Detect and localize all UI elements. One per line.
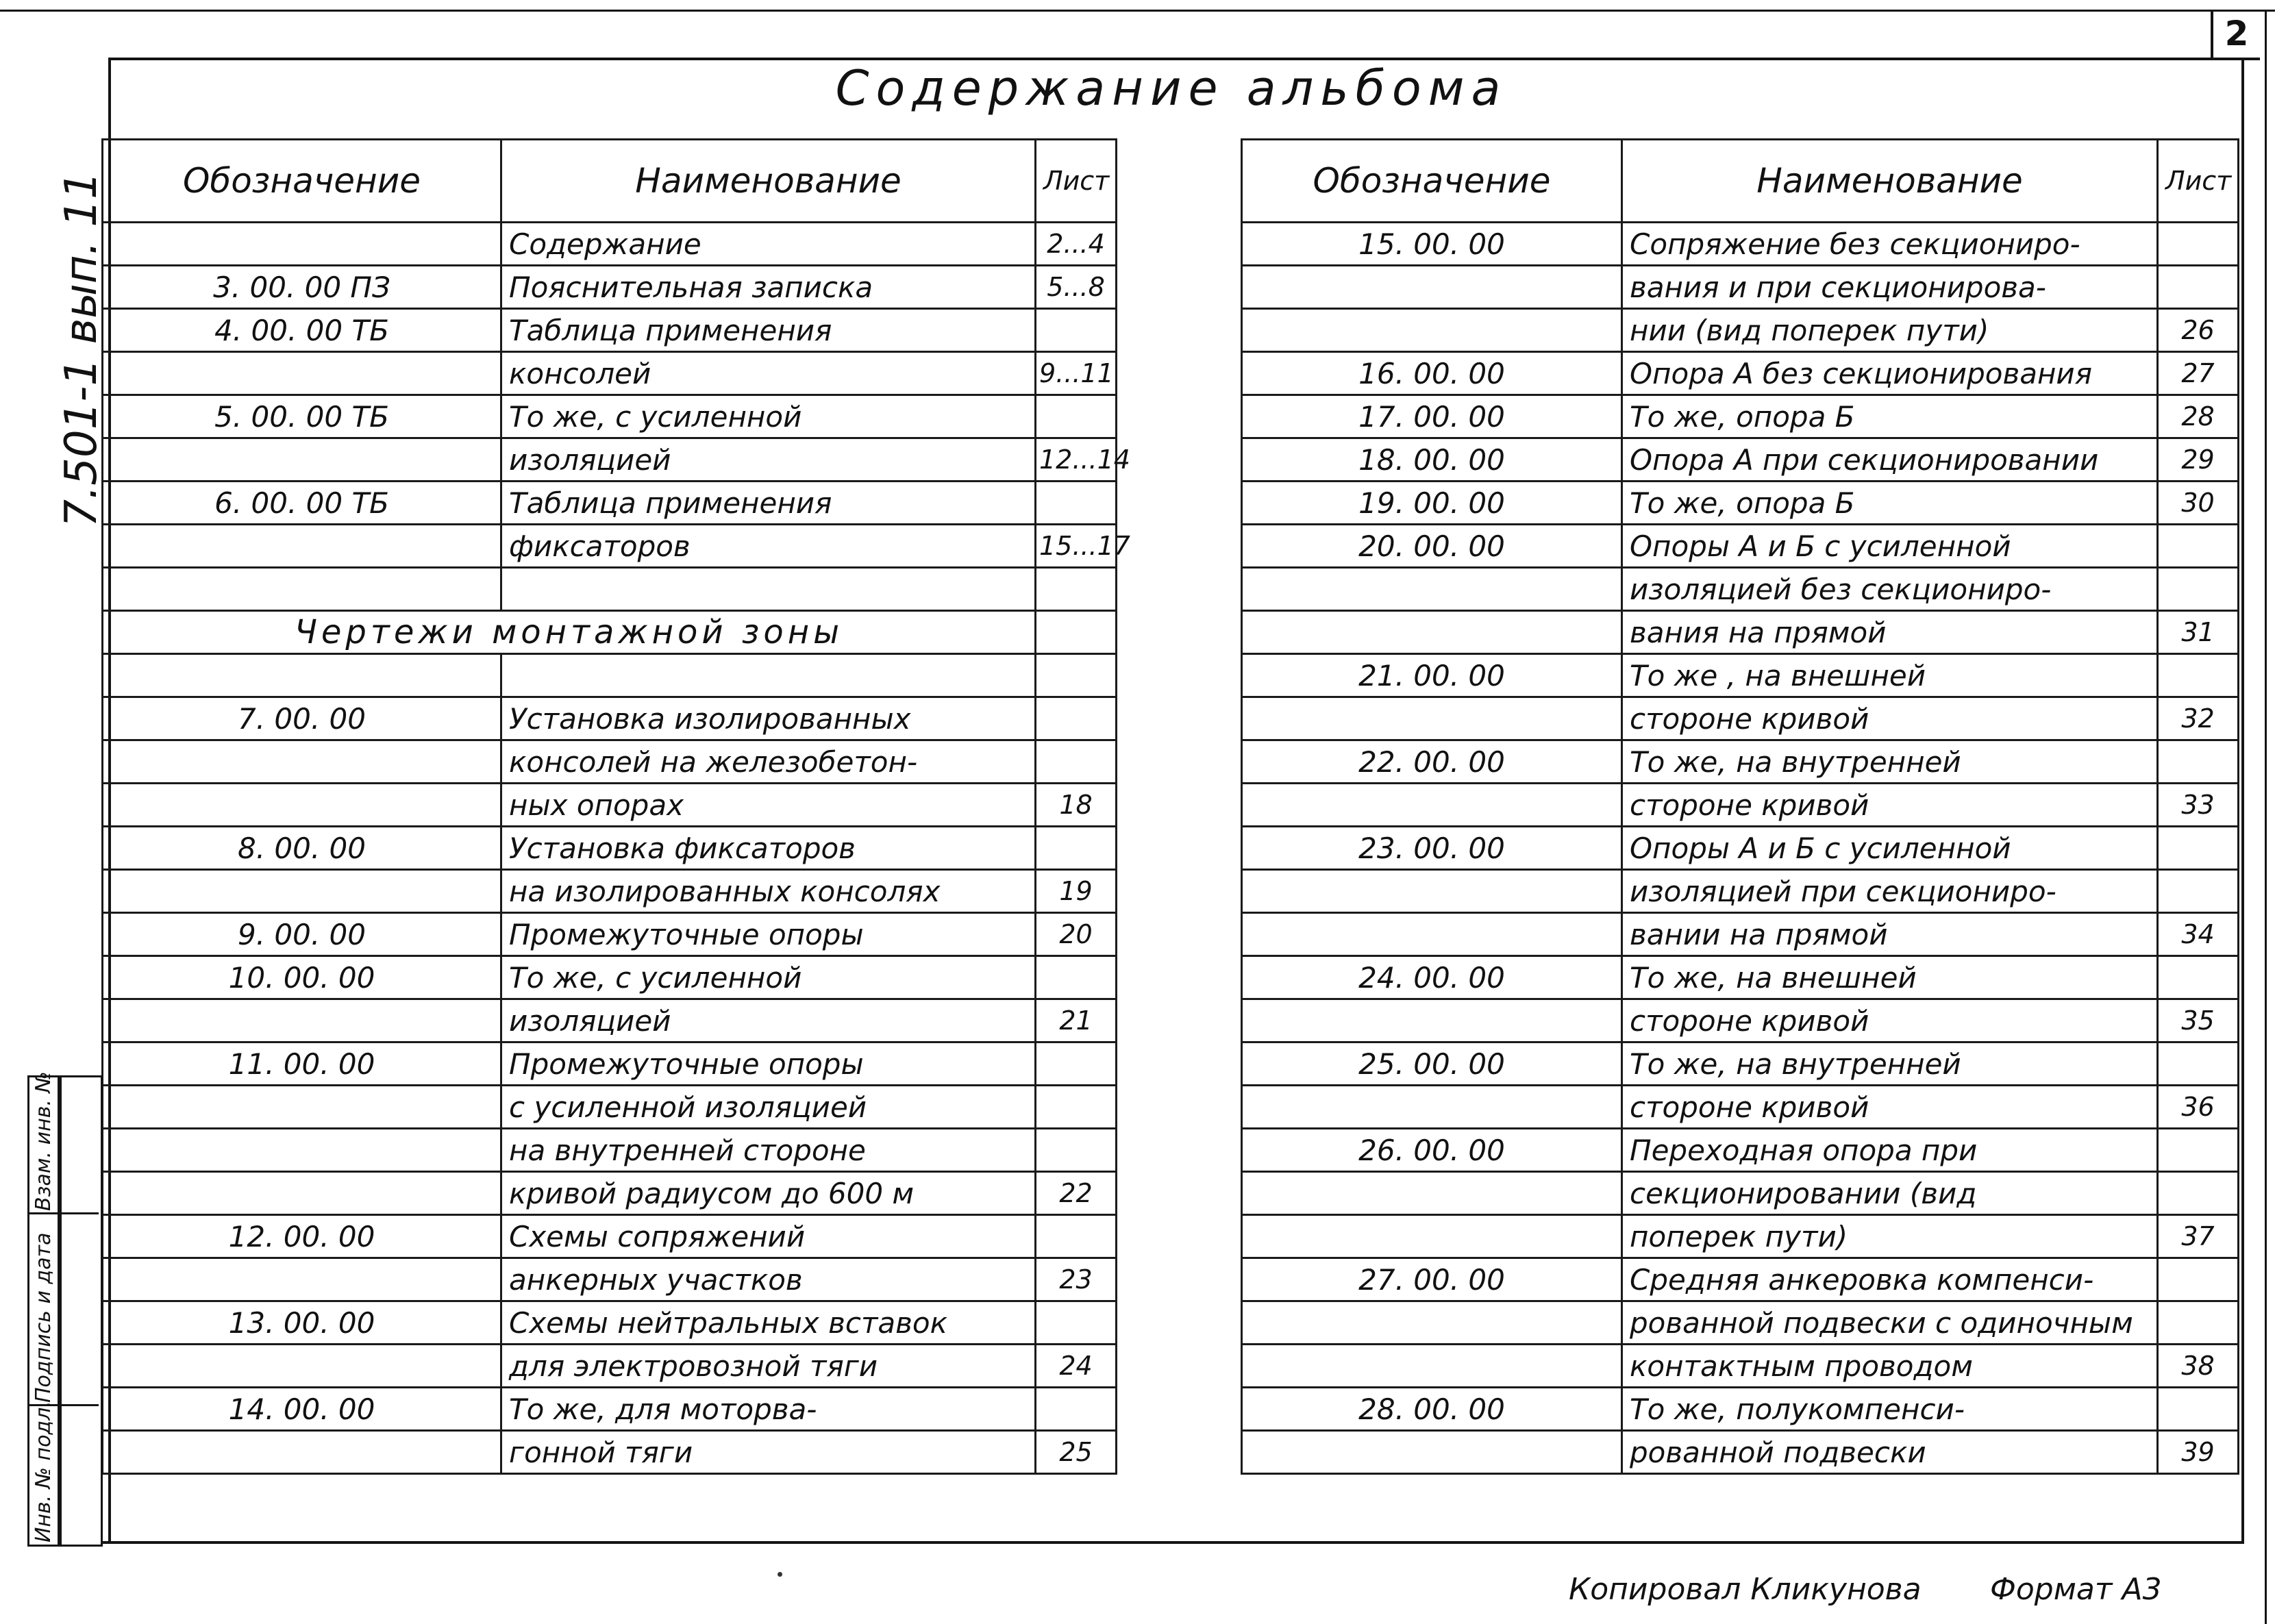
row-name: Содержание [501,223,1036,266]
table-header-row [103,140,1117,223]
table-row [103,870,1117,913]
row-name: То же, с усиленной [501,395,1036,438]
row-code [1242,611,1622,654]
row-name: анкерных участков [501,1258,1036,1301]
row-name: Таблица применения [501,482,1036,525]
copied-by: Копировал Кликунова [1569,1572,1922,1607]
row-name: контактным проводом [1622,1345,2158,1388]
row-name: консолей на железобетон- [501,740,1036,784]
page-top-border [0,10,2275,12]
row-name: Промежуточные опоры [501,913,1036,956]
table-row [1242,223,2239,266]
table-row [103,956,1117,999]
row-sheet [2158,266,2239,309]
row-sheet [2158,568,2239,611]
table-row [1242,309,2239,352]
row-name: То же, на внутренней [1622,740,2158,784]
row-name: стороне кривой [1622,999,2158,1042]
row-name: нии (вид поперек пути) [1622,309,2158,352]
row-sheet: 5...8 [1036,266,1117,309]
row-code [103,1431,501,1474]
row-sheet [1036,568,1117,611]
row-name: То же, опора Б [1622,395,2158,438]
row-name: изоляцией при секциониро- [1622,870,2158,913]
row-code: 21. 00. 00 [1242,654,1622,697]
row-code: 7. 00. 00 [103,697,501,740]
row-name: рованной подвески с одиночным [1622,1301,2158,1345]
row-name: Установка фиксаторов [501,827,1036,870]
row-code [103,1086,501,1129]
row-name: То же, на внешней [1622,956,2158,999]
row-name: поперек пути) [1622,1215,2158,1258]
row-code [103,1129,501,1172]
row-name: Пояснительная записка [501,266,1036,309]
table-row [103,740,1117,784]
row-sheet: 33 [2158,784,2239,827]
row-code [103,1345,501,1388]
row-code [1242,999,1622,1042]
table-row [1242,525,2239,568]
sheet-number: 2 [2211,10,2260,60]
row-code: 19. 00. 00 [1242,482,1622,525]
row-sheet [2158,1172,2239,1215]
toc-table-right [1241,138,2239,1475]
row-sheet: 22 [1036,1172,1117,1215]
table-row [1242,697,2239,740]
table-row [103,1388,1117,1431]
table-row [1242,784,2239,827]
row-name: изоляцией [501,438,1036,482]
table-row [1242,1042,2239,1086]
table-row [1242,568,2239,611]
section-title: Чертежи монтажной зоны [103,611,1036,654]
row-code: 26. 00. 00 [1242,1129,1622,1172]
table-row [1242,654,2239,697]
row-sheet [1036,956,1117,999]
table-row [1242,913,2239,956]
row-sheet: 26 [2158,309,2239,352]
table-row [103,1301,1117,1345]
row-code: 17. 00. 00 [1242,395,1622,438]
row-code [103,525,501,568]
table-row [1242,1301,2239,1345]
row-sheet [1036,309,1117,352]
row-sheet: 15...17 [1036,525,1117,568]
table-row [103,482,1117,525]
row-code: 23. 00. 00 [1242,827,1622,870]
table-row [103,654,1117,697]
speck [778,1572,782,1577]
row-sheet: 18 [1036,784,1117,827]
row-name: вания на прямой [1622,611,2158,654]
row-code [1242,1172,1622,1215]
row-sheet: 27 [2158,352,2239,395]
row-sheet [2158,223,2239,266]
row-sheet: 20 [1036,913,1117,956]
row-sheet: 39 [2158,1431,2239,1474]
row-sheet: 36 [2158,1086,2239,1129]
row-name: То же, для моторва- [501,1388,1036,1431]
table-row [103,1345,1117,1388]
table-row [103,438,1117,482]
row-sheet: 12...14 [1036,438,1117,482]
row-sheet [1036,611,1117,654]
row-name: стороне кривой [1622,1086,2158,1129]
stamp-label-signature: Подпись и дата [32,1232,55,1403]
header-sheet: Лист [2158,140,2239,223]
row-name: Схемы сопряжений [501,1215,1036,1258]
binding-stamp [27,1071,103,1545]
table-row [103,1215,1117,1258]
row-name: То же , на внешней [1622,654,2158,697]
row-name: вании на прямой [1622,913,2158,956]
row-name: изоляцией без секциониро- [1622,568,2158,611]
table-row [103,309,1117,352]
row-code: 18. 00. 00 [1242,438,1622,482]
table-row [1242,827,2239,870]
frame-bottom-line [103,1541,2244,1544]
table-row [1242,482,2239,525]
row-name: То же, на внутренней [1622,1042,2158,1086]
row-name: стороне кривой [1622,697,2158,740]
paper-format: Формат А3 [1990,1572,2162,1607]
row-sheet [2158,1042,2239,1086]
table-row [103,1431,1117,1474]
row-code [103,438,501,482]
row-name: с усиленной изоляцией [501,1086,1036,1129]
row-sheet [2158,827,2239,870]
row-sheet [2158,654,2239,697]
table-row [1242,1345,2239,1388]
row-code: 12. 00. 00 [103,1215,501,1258]
row-code [1242,1086,1622,1129]
row-sheet: 35 [2158,999,2239,1042]
toc-table-left [101,138,1130,1475]
table-row [1242,1431,2239,1474]
row-name: Схемы нейтральных вставок [501,1301,1036,1345]
frame-right-line [2241,58,2244,1544]
row-name: Опоры А и Б с усиленной [1622,827,2158,870]
row-code: 13. 00. 00 [103,1301,501,1345]
row-name: гонной тяги [501,1431,1036,1474]
table-row [1242,266,2239,309]
row-code [1242,1301,1622,1345]
row-sheet: 28 [2158,395,2239,438]
stamp-label-inv-no: Инв. № подл. [32,1401,55,1542]
row-name: ных опорах [501,784,1036,827]
row-code [103,568,501,611]
row-code: 11. 00. 00 [103,1042,501,1086]
table-row [103,1086,1117,1129]
row-code [103,870,501,913]
row-code [103,654,501,697]
table-row [1242,870,2239,913]
table-row [1242,1215,2239,1258]
row-sheet: 31 [2158,611,2239,654]
table-row [1242,1258,2239,1301]
row-name: То же, опора Б [1622,482,2158,525]
row-name: То же, с усиленной [501,956,1036,999]
table-row [1242,1388,2239,1431]
table-row [103,568,1117,611]
row-sheet: 9...11 [1036,352,1117,395]
row-sheet [2158,1129,2239,1172]
row-name: вания и при секционирова- [1622,266,2158,309]
row-name: Средняя анкеровка компенси- [1622,1258,2158,1301]
table-row [1242,1172,2239,1215]
row-code: 25. 00. 00 [1242,1042,1622,1086]
row-sheet: 24 [1036,1345,1117,1388]
row-code [103,1172,501,1215]
table-row [103,697,1117,740]
row-name: секционировании (вид [1622,1172,2158,1215]
row-code [103,223,501,266]
row-name: Установка изолированных [501,697,1036,740]
table-row [1242,438,2239,482]
stamp-divider [27,1212,99,1214]
table-row [1242,1086,2239,1129]
row-code: 5. 00. 00 ТБ [103,395,501,438]
table-row [103,223,1117,266]
row-sheet: 32 [2158,697,2239,740]
row-sheet [1036,1388,1117,1431]
row-code [1242,568,1622,611]
page-title: Содержание альбома [835,60,1508,116]
table-row [1242,611,2239,654]
row-code [1242,870,1622,913]
row-sheet [1036,482,1117,525]
row-code [1242,784,1622,827]
row-sheet: 38 [2158,1345,2239,1388]
row-sheet: 29 [2158,438,2239,482]
table-row [103,827,1117,870]
table-row [1242,1129,2239,1172]
row-name: Переходная опора при [1622,1129,2158,1172]
table-row [103,395,1117,438]
album-code: 7.501-1 вып. 11 [56,171,107,527]
row-code: 16. 00. 00 [1242,352,1622,395]
row-name: Опора А при секционировании [1622,438,2158,482]
header-sheet: Лист [1036,140,1117,223]
table-row [103,352,1117,395]
row-code: 27. 00. 00 [1242,1258,1622,1301]
row-sheet [2158,1301,2239,1345]
header-name: Наименование [501,140,1036,223]
row-code: 10. 00. 00 [103,956,501,999]
row-sheet [2158,525,2239,568]
row-name: То же, полукомпенси- [1622,1388,2158,1431]
row-name: Таблица применения [501,309,1036,352]
row-name: для электровозной тяги [501,1345,1036,1388]
table-row [103,525,1117,568]
row-code: 9. 00. 00 [103,913,501,956]
row-name: стороне кривой [1622,784,2158,827]
page-right-border [2265,10,2267,1624]
row-name: на изолированных консолях [501,870,1036,913]
row-name: консолей [501,352,1036,395]
row-code [1242,697,1622,740]
row-name: рованной подвески [1622,1431,2158,1474]
table-row [1242,999,2239,1042]
header-name: Наименование [1622,140,2158,223]
row-sheet [1036,1215,1117,1258]
row-sheet [1036,395,1117,438]
row-code: 20. 00. 00 [1242,525,1622,568]
row-sheet [2158,870,2239,913]
row-code [103,999,501,1042]
row-code: 22. 00. 00 [1242,740,1622,784]
stamp-label-replacement: Взам. инв. № [32,1071,55,1211]
table-row [103,1042,1117,1086]
table-row [103,1172,1117,1215]
row-name [501,654,1036,697]
row-name [501,568,1036,611]
row-sheet: 37 [2158,1215,2239,1258]
row-code: 6. 00. 00 ТБ [103,482,501,525]
row-code [103,740,501,784]
row-code [1242,1345,1622,1388]
row-code: 3. 00. 00 ПЗ [103,266,501,309]
row-sheet [1036,1301,1117,1345]
row-name: Опора А без секционирования [1622,352,2158,395]
row-sheet [2158,1388,2239,1431]
table-row [103,999,1117,1042]
row-sheet: 19 [1036,870,1117,913]
row-sheet [1036,1042,1117,1086]
row-sheet [2158,740,2239,784]
row-name: изоляцией [501,999,1036,1042]
table-row [1242,395,2239,438]
row-code [103,1258,501,1301]
row-code [1242,266,1622,309]
row-code [1242,1431,1622,1474]
row-code: 4. 00. 00 ТБ [103,309,501,352]
row-code: 24. 00. 00 [1242,956,1622,999]
row-code [103,352,501,395]
row-code: 15. 00. 00 [1242,223,1622,266]
row-sheet [1036,740,1117,784]
table-row [103,784,1117,827]
table-row [1242,740,2239,784]
row-sheet: 2...4 [1036,223,1117,266]
row-sheet: 21 [1036,999,1117,1042]
row-sheet [2158,956,2239,999]
row-sheet [1036,827,1117,870]
row-code [1242,1215,1622,1258]
row-sheet [1036,654,1117,697]
row-name: на внутренней стороне [501,1129,1036,1172]
section-row [103,611,1117,654]
table-row [103,1129,1117,1172]
row-sheet [1036,1086,1117,1129]
header-designation: Обозначение [103,140,501,223]
header-designation: Обозначение [1242,140,1622,223]
row-sheet [1036,697,1117,740]
row-sheet: 25 [1036,1431,1117,1474]
stamp-value-column [58,1075,103,1547]
row-code [1242,309,1622,352]
table-row [1242,956,2239,999]
row-name: Сопряжение без секциониро- [1622,223,2158,266]
table-row [103,913,1117,956]
table-header-row [1242,140,2239,223]
row-sheet: 30 [2158,482,2239,525]
row-name: кривой радиусом до 600 м [501,1172,1036,1215]
row-sheet: 23 [1036,1258,1117,1301]
table-row [103,1258,1117,1301]
row-code: 14. 00. 00 [103,1388,501,1431]
row-code: 28. 00. 00 [1242,1388,1622,1431]
row-sheet [2158,1258,2239,1301]
row-code [1242,913,1622,956]
row-code: 8. 00. 00 [103,827,501,870]
table-row [1242,352,2239,395]
row-sheet [1036,1129,1117,1172]
row-name: Промежуточные опоры [501,1042,1036,1086]
row-sheet: 34 [2158,913,2239,956]
row-name: фиксаторов [501,525,1036,568]
row-code [103,784,501,827]
table-row [103,266,1117,309]
row-name: Опоры А и Б с усиленной [1622,525,2158,568]
